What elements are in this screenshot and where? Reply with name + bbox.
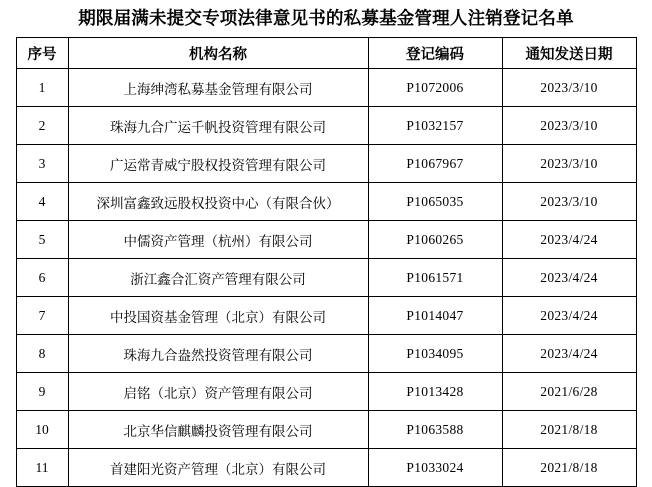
cell-code: P1060265 bbox=[368, 221, 502, 259]
cell-code: P1072006 bbox=[368, 69, 502, 107]
cell-name: 中儒资产管理（杭州）有限公司 bbox=[68, 221, 368, 259]
cell-name: 深圳富鑫致远股权投资中心（有限合伙） bbox=[68, 183, 368, 221]
cell-date: 2023/4/24 bbox=[502, 221, 636, 259]
cell-date: 2023/4/24 bbox=[502, 297, 636, 335]
table-row bbox=[16, 411, 636, 449]
table-row bbox=[16, 449, 636, 487]
cell-date: 2023/4/24 bbox=[502, 259, 636, 297]
cell-date: 2021/8/18 bbox=[502, 449, 636, 487]
table-row bbox=[16, 183, 636, 221]
cell-code: P1034095 bbox=[368, 335, 502, 373]
column-header-index: 序号 bbox=[16, 38, 68, 69]
cell-code: P1013428 bbox=[368, 373, 502, 411]
cell-code: P1067967 bbox=[368, 145, 502, 183]
table-row bbox=[16, 107, 636, 145]
cell-index: 3 bbox=[16, 145, 68, 183]
table-row bbox=[16, 297, 636, 335]
cell-index: 5 bbox=[16, 221, 68, 259]
cell-name: 北京华信麒麟投资管理有限公司 bbox=[68, 411, 368, 449]
cell-index: 4 bbox=[16, 183, 68, 221]
cell-code: P1065035 bbox=[368, 183, 502, 221]
table-row bbox=[16, 69, 636, 107]
cell-name: 珠海九合广运千帆投资管理有限公司 bbox=[68, 107, 368, 145]
cell-index: 8 bbox=[16, 335, 68, 373]
cell-code: P1063588 bbox=[368, 411, 502, 449]
table-row bbox=[16, 373, 636, 411]
cell-code: P1061571 bbox=[368, 259, 502, 297]
table-header-row bbox=[16, 38, 636, 69]
cell-index: 9 bbox=[16, 373, 68, 411]
column-header-code: 登记编码 bbox=[368, 38, 502, 69]
cell-index: 10 bbox=[16, 411, 68, 449]
cell-date: 2023/3/10 bbox=[502, 145, 636, 183]
cell-date: 2023/3/10 bbox=[502, 183, 636, 221]
cell-code: P1032157 bbox=[368, 107, 502, 145]
cell-name: 上海绅湾私募基金管理有限公司 bbox=[68, 69, 368, 107]
cell-index: 6 bbox=[16, 259, 68, 297]
cell-name: 广运常青威宁股权投资管理有限公司 bbox=[68, 145, 368, 183]
table-row bbox=[16, 145, 636, 183]
registration-cancellation-table bbox=[16, 37, 637, 487]
column-header-date: 通知发送日期 bbox=[502, 38, 636, 69]
cell-name: 珠海九合盎然投资管理有限公司 bbox=[68, 335, 368, 373]
cell-name: 首建阳光资产管理（北京）有限公司 bbox=[68, 449, 368, 487]
cell-date: 2021/8/18 bbox=[502, 411, 636, 449]
table-header bbox=[16, 38, 636, 69]
cell-index: 7 bbox=[16, 297, 68, 335]
cell-date: 2023/3/10 bbox=[502, 107, 636, 145]
cell-date: 2023/3/10 bbox=[502, 69, 636, 107]
cell-date: 2023/4/24 bbox=[502, 335, 636, 373]
table-row bbox=[16, 335, 636, 373]
cell-name: 启铭（北京）资产管理有限公司 bbox=[68, 373, 368, 411]
table-body bbox=[16, 69, 636, 487]
table-row bbox=[16, 221, 636, 259]
cell-index: 1 bbox=[16, 69, 68, 107]
cell-index: 11 bbox=[16, 449, 68, 487]
cell-name: 中投国资基金管理（北京）有限公司 bbox=[68, 297, 368, 335]
table-row bbox=[16, 259, 636, 297]
cell-code: P1014047 bbox=[368, 297, 502, 335]
cell-name: 浙江鑫合汇资产管理有限公司 bbox=[68, 259, 368, 297]
column-header-name: 机构名称 bbox=[68, 38, 368, 69]
cell-code: P1033024 bbox=[368, 449, 502, 487]
cell-date: 2021/6/28 bbox=[502, 373, 636, 411]
cell-index: 2 bbox=[16, 107, 68, 145]
page-title: 期限届满未提交专项法律意见书的私募基金管理人注销登记名单 bbox=[78, 8, 574, 28]
